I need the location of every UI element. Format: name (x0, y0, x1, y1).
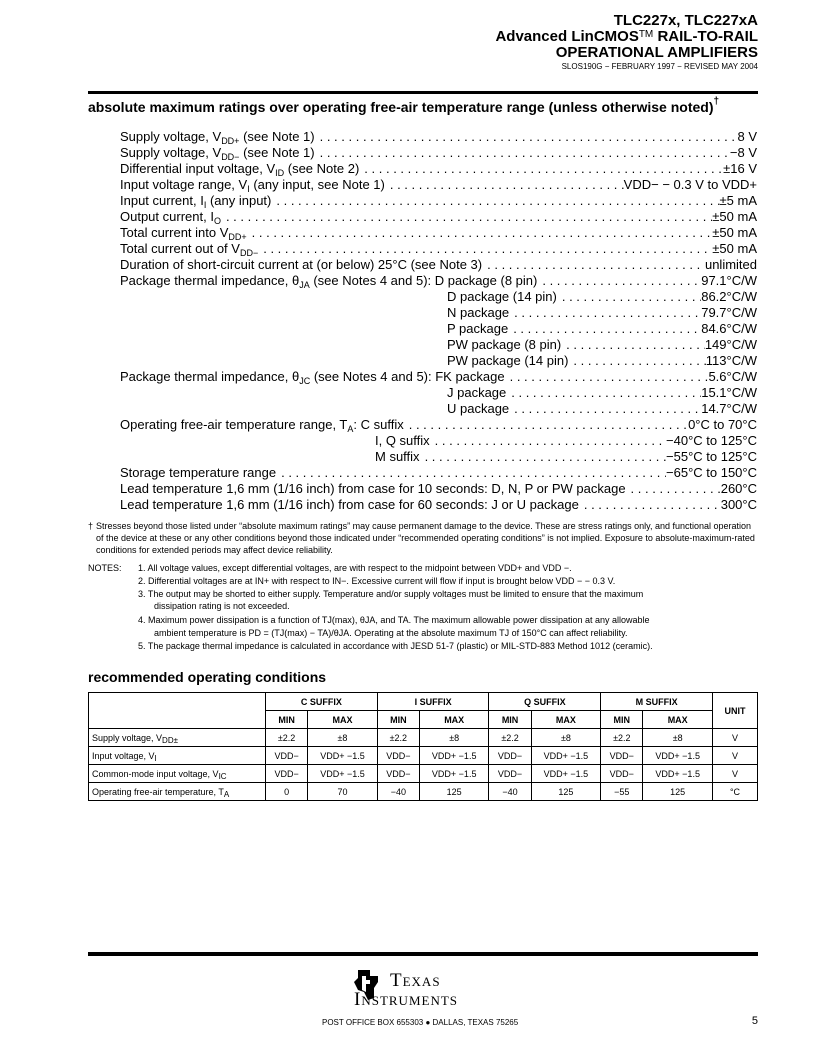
document-id: SLOS190G − FEBRUARY 1997 − REVISED MAY 2004 (561, 62, 758, 71)
rating-value: 79.7°C/W (701, 305, 757, 320)
rating-row (120, 465, 757, 481)
rating-value: ±50 mA (712, 225, 757, 240)
document-subtitle (495, 28, 758, 45)
rating-label (120, 129, 315, 146)
dot-leader (359, 161, 723, 177)
param-name: Common-mode input voltage, V (92, 768, 219, 779)
rating-value: 14.7°C/W (701, 401, 757, 416)
rating-row (120, 193, 757, 209)
rating-label (120, 417, 404, 434)
rating-value: −55°C to 125°C (666, 449, 757, 464)
rating-row (375, 449, 757, 465)
value-cell: ±8 (531, 729, 601, 747)
subtitle-tail: RAIL-TO-RAIL (653, 28, 758, 45)
max-header: MAX (308, 711, 378, 729)
abs-max-heading-text: absolute maximum ratings over operating free-air temperature range (unless otherwise noted) (88, 99, 714, 115)
rating-value: −65°C to 150°C (666, 465, 757, 480)
rating-label-subscript: JC (299, 376, 311, 386)
rating-label-text: Total current out of V (120, 241, 240, 256)
rating-row (447, 401, 757, 417)
rating-label-text: D package (14 pin) (447, 289, 557, 304)
value-cell: VDD− (266, 765, 308, 783)
rating-row (120, 225, 757, 241)
value-cell: VDD− (489, 747, 531, 765)
notes-label: NOTES: (88, 563, 122, 573)
value-cell: VDD+ −1.5 (308, 747, 378, 765)
value-cell: −40 (489, 783, 531, 801)
dot-leader (568, 353, 705, 369)
value-cell: ±2.2 (489, 729, 531, 747)
rating-value: ±50 mA (712, 209, 757, 224)
rating-value: 15.1°C/W (701, 385, 757, 400)
value-cell: VDD− (601, 765, 643, 783)
rating-row (447, 289, 757, 305)
brand-name-line1: Texas (390, 970, 441, 991)
param-name: Operating free-air temperature, T (92, 786, 224, 797)
rating-value: ±50 mA (712, 241, 757, 256)
rating-value: 8 V (737, 129, 757, 144)
dot-leader (561, 337, 705, 353)
rating-row (120, 161, 757, 177)
rating-row (447, 321, 757, 337)
rating-row (120, 369, 757, 385)
rating-label-text: Lead temperature 1,6 mm (1/16 inch) from case for 10 seconds: D, N, P or PW package (120, 481, 626, 496)
note-3a: 3. The output may be shorted to either supply. Temperature and/or supply voltages must be limited to ensure that the maximum (138, 589, 644, 599)
section-heading-roc: recommended operating conditions (88, 669, 327, 685)
dot-leader (557, 289, 701, 305)
dot-leader (221, 209, 712, 225)
rating-label-subscript: JA (299, 280, 310, 290)
unit-cell: V (713, 765, 758, 783)
rating-label-text: Storage temperature range (120, 465, 277, 480)
note-1: 1. All voltage values, except differential voltages, are with respect to the midpoint between VDD+ and VDD −. (138, 563, 572, 573)
rating-value: 5.6°C/W (708, 369, 757, 384)
dot-leader (404, 417, 688, 433)
unit-cell: V (713, 729, 758, 747)
i-suffix-header: I SUFFIX (377, 693, 489, 711)
rating-row (120, 145, 757, 161)
rating-label (447, 337, 561, 353)
dagger-mark: † (713, 96, 720, 107)
value-cell: VDD+ −1.5 (308, 765, 378, 783)
max-header: MAX (419, 711, 489, 729)
value-cell: VDD− (601, 747, 643, 765)
param-cell (89, 783, 266, 801)
value-cell: VDD+ −1.5 (643, 765, 713, 783)
rating-label (447, 289, 557, 305)
rating-label (120, 497, 579, 513)
rating-label-text: Supply voltage, V (120, 129, 222, 144)
rating-label (120, 257, 482, 273)
rating-row (447, 385, 757, 401)
rating-label-text: U package (447, 401, 510, 416)
rating-row (120, 177, 757, 193)
rating-label (120, 273, 537, 290)
rating-label-subscript: ID (275, 168, 285, 178)
brand-name-line2: Instruments (354, 989, 459, 1010)
value-cell: VDD+ −1.5 (419, 747, 489, 765)
dot-leader (579, 497, 721, 513)
recommended-operating-conditions-table (88, 692, 758, 801)
rating-label (375, 449, 420, 465)
rating-label-tail: : C suffix (353, 417, 404, 432)
rating-label-tail: (any input) (206, 193, 272, 208)
rating-row (120, 497, 757, 513)
rating-label (120, 369, 505, 386)
q-suffix-header: Q SUFFIX (489, 693, 601, 711)
value-cell: 0 (266, 783, 308, 801)
rating-label-tail: (see Note 1) (239, 129, 315, 144)
table-body (89, 729, 758, 801)
trademark-mark: TM (638, 29, 654, 40)
rating-label-text: Output current, I (120, 209, 214, 224)
rating-label (120, 225, 247, 242)
rating-label-tail: (see Notes 4 and 5): FK package (310, 369, 505, 384)
rating-label-tail: (see Notes 4 and 5): D package (8 pin) (309, 273, 538, 288)
rating-label-text: Operating free-air temperature range, T (120, 417, 348, 432)
m-suffix-header: M SUFFIX (601, 693, 713, 711)
subtitle-main: Advanced LinCMOS (495, 28, 639, 45)
table-row (89, 765, 758, 783)
footer-address: POST OFFICE BOX 655303 ● DALLAS, TEXAS 75265 (322, 1018, 519, 1027)
rating-label-text: J package (447, 385, 507, 400)
param-cell (89, 765, 266, 783)
rating-label-subscript: DD+ (221, 136, 240, 146)
rating-row (447, 337, 757, 353)
dot-leader (508, 321, 701, 337)
note-2: 2. Differential voltages are at IN+ with respect to IN−. Excessive current will flow if input is brought below VDD − − 0.3 V. (138, 576, 616, 586)
max-header: MAX (531, 711, 601, 729)
rating-value: 84.6°C/W (701, 321, 757, 336)
rating-label-text: Package thermal impedance, θ (120, 369, 300, 384)
rating-value: 260°C (720, 481, 757, 496)
rating-label (120, 241, 258, 258)
rating-label-tail: (see Note 1) (239, 145, 315, 160)
table-row (89, 747, 758, 765)
rating-label-text: Duration of short-circuit current at (or below) 25°C (see Note 3) (120, 257, 483, 272)
rating-value: 97.1°C/W (701, 273, 757, 288)
value-cell: ±2.2 (601, 729, 643, 747)
value-cell: −40 (377, 783, 419, 801)
dagger-note: Stresses beyond those listed under “absolute maximum ratings” may cause permanent damage to the device. These are stress ratings only, and functional operation of the device at these or any other conditions beyond those indicated under “recommended operating conditions” is not implied. Exposure to absolute-maximum-rated conditions for extended periods may affect device reliability. (96, 521, 755, 555)
rating-label-text: Supply voltage, V (120, 145, 222, 160)
rating-value: 0°C to 70°C (688, 417, 757, 432)
note-4b: ambient temperature is PD = (TJ(max) − TA)/θJA. Operating at the absolute maximum TJ of 150°C can affect reliability. (154, 628, 628, 638)
rating-label-text: Total current into V (120, 225, 229, 240)
param-cell (89, 729, 266, 747)
rating-label-text: Package thermal impedance, θ (120, 273, 300, 288)
dot-leader (509, 401, 701, 417)
dot-leader (276, 465, 666, 481)
footer-rule (88, 952, 758, 956)
dot-leader (315, 129, 738, 145)
rating-label (447, 305, 509, 321)
note-4a: 4. Maximum power dissipation is a function of TJ(max), θJA, and TA. The maximum allowable power dissipation at any allowable (138, 615, 650, 625)
rating-value: 300°C (720, 497, 757, 512)
rating-label-text: Differential input voltage, V (120, 161, 276, 176)
value-cell: VDD+ −1.5 (643, 747, 713, 765)
rating-label-text: Input voltage range, V (120, 177, 248, 192)
value-cell: VDD− (266, 747, 308, 765)
value-cell: ±2.2 (266, 729, 308, 747)
rating-label (447, 353, 568, 369)
rating-row (120, 209, 757, 225)
dot-leader (271, 193, 719, 209)
dot-leader (385, 177, 624, 193)
min-header: MIN (266, 711, 308, 729)
rating-label-subscript: I (203, 200, 207, 210)
rating-label (120, 161, 359, 178)
rating-label (447, 321, 508, 337)
table-row (89, 783, 758, 801)
unit-cell: V (713, 747, 758, 765)
param-subscript: DD± (162, 735, 178, 745)
max-header: MAX (643, 711, 713, 729)
page-number: 5 (751, 1015, 758, 1027)
rating-value: unlimited (704, 257, 757, 272)
table-header-row (89, 693, 758, 711)
section-heading-abs-max (88, 96, 720, 115)
rating-row (375, 433, 757, 449)
document-title: TLC227x, TLC227xA (613, 12, 758, 29)
dot-leader (258, 241, 712, 257)
rating-label-text: N package (447, 305, 510, 320)
dot-leader (626, 481, 721, 497)
param-subscript: A (223, 789, 230, 799)
dot-leader (506, 385, 701, 401)
rating-label (375, 433, 430, 449)
value-cell: 125 (531, 783, 601, 801)
min-header: MIN (377, 711, 419, 729)
rating-label-text: I, Q suffix (375, 433, 430, 448)
param-subscript: I (154, 753, 157, 763)
param-header (89, 693, 266, 729)
table-row (89, 729, 758, 747)
rating-value: 113°C/W (705, 353, 757, 368)
value-cell: VDD− (377, 747, 419, 765)
dot-leader (509, 305, 701, 321)
unit-cell: °C (713, 783, 758, 801)
min-header: MIN (489, 711, 531, 729)
dot-leader (482, 257, 705, 273)
param-cell (89, 747, 266, 765)
value-cell: 125 (643, 783, 713, 801)
rating-row (120, 129, 757, 145)
dot-leader (537, 273, 701, 289)
note-3b: dissipation rating is not exceeded. (154, 601, 290, 611)
value-cell: ±8 (308, 729, 378, 747)
rating-value: ±16 V (723, 161, 757, 176)
rating-label-subscript: DD− (239, 248, 259, 258)
rating-value: 86.2°C/W (701, 289, 757, 304)
unit-header: UNIT (713, 693, 758, 729)
value-cell: −55 (601, 783, 643, 801)
rating-label (120, 145, 315, 162)
rating-row (447, 353, 757, 369)
param-name: Supply voltage, V (92, 732, 163, 743)
rating-label-text: PW package (14 pin) (447, 353, 569, 368)
rating-row (120, 481, 757, 497)
value-cell: ±8 (643, 729, 713, 747)
rating-label-subscript: DD+ (228, 232, 247, 242)
rating-label (120, 209, 221, 226)
rating-value: −40°C to 125°C (666, 433, 757, 448)
value-cell: VDD+ −1.5 (419, 765, 489, 783)
rating-label (447, 385, 506, 401)
rating-label (120, 465, 276, 481)
rating-label (120, 481, 626, 497)
rating-row (120, 257, 757, 273)
rating-value: 149°C/W (704, 337, 757, 352)
rating-row (447, 305, 757, 321)
value-cell: VDD+ −1.5 (531, 747, 601, 765)
rating-label-text: Input current, I (120, 193, 204, 208)
note-5: 5. The package thermal impedance is calculated in accordance with JESD 51-7 (plastic) or MIL-STD-883 Method 1012 (ceramic). (138, 641, 653, 651)
rating-row (120, 417, 757, 433)
value-cell: ±8 (419, 729, 489, 747)
dot-leader (505, 369, 709, 385)
header-rule (88, 91, 758, 94)
min-header: MIN (601, 711, 643, 729)
document-subtitle-2: OPERATIONAL AMPLIFIERS (555, 44, 758, 61)
rating-label (120, 177, 385, 194)
value-cell: ±2.2 (377, 729, 419, 747)
rating-label-text: M suffix (375, 449, 420, 464)
rating-label-subscript: I (247, 184, 250, 194)
rating-value: −8 V (729, 145, 757, 160)
value-cell: VDD− (377, 765, 419, 783)
rating-value: VDD− − 0.3 V to VDD+ (623, 177, 757, 192)
dot-leader (430, 433, 666, 449)
dot-leader (315, 145, 730, 161)
rating-label-subscript: DD− (221, 152, 240, 162)
param-name: Input voltage, V (92, 750, 155, 761)
rating-row (120, 273, 757, 289)
dot-leader (247, 225, 713, 241)
rating-label-text: P package (447, 321, 509, 336)
rating-label-text: Lead temperature 1,6 mm (1/16 inch) from case for 60 seconds: J or U package (120, 497, 579, 512)
value-cell: VDD+ −1.5 (531, 765, 601, 783)
rating-row (120, 241, 757, 257)
rating-label-subscript: A (347, 424, 354, 434)
dagger-note-marker: † (88, 521, 94, 531)
rating-label (120, 193, 271, 210)
value-cell: 70 (308, 783, 378, 801)
param-subscript: IC (218, 771, 227, 781)
dot-leader (420, 449, 666, 465)
rating-label-subscript: O (213, 216, 221, 226)
rating-label (447, 401, 509, 417)
rating-label-text: PW package (8 pin) (447, 337, 562, 352)
rating-label-tail: (see Note 2) (284, 161, 360, 176)
value-cell: VDD− (489, 765, 531, 783)
rating-label-tail: (any input, see Note 1) (249, 177, 385, 192)
c-suffix-header: C SUFFIX (266, 693, 378, 711)
rating-value: ±5 mA (719, 193, 757, 208)
value-cell: 125 (419, 783, 489, 801)
